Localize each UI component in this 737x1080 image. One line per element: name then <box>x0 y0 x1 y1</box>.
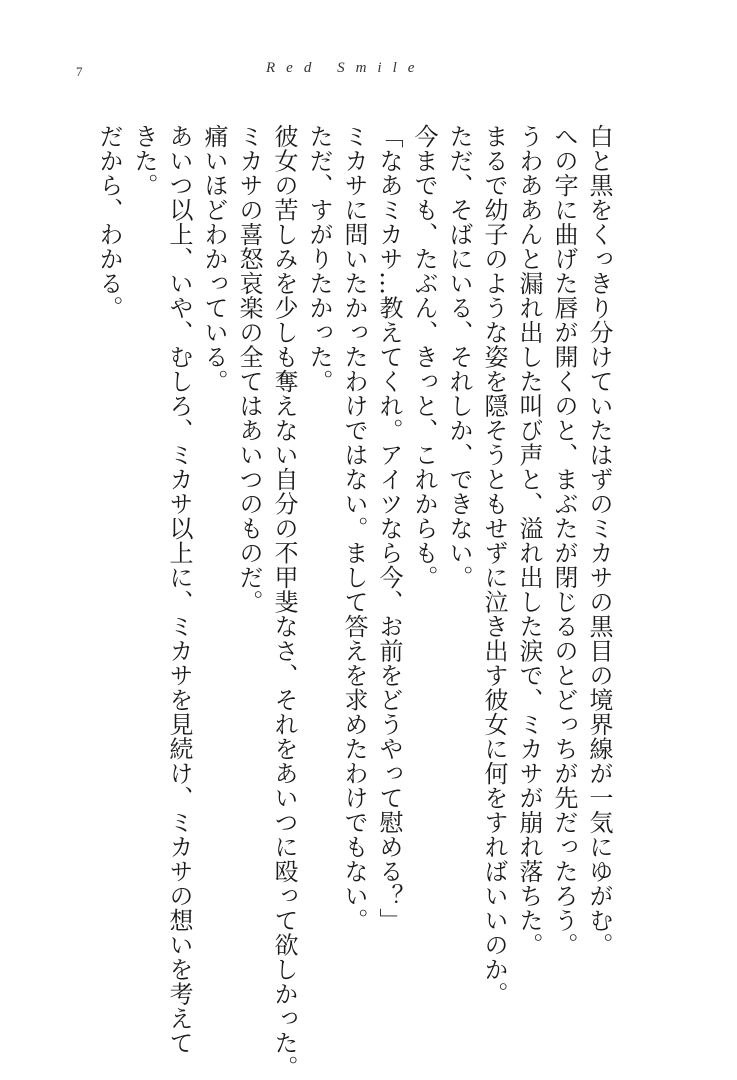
text-line: 痛いほどわかっている。 <box>200 124 228 394</box>
text-line: 今までも、たぶん、きっと、これからも。 <box>410 124 438 590</box>
text-line: 「なあミカサ…教えてくれ。アイツなら今、お前をどうやって慰める？」 <box>375 124 403 933</box>
text-line: への字に曲げた唇が開くのと、まぶたが閉じるのとどっちが先だったろう。 <box>550 124 578 957</box>
body-text <box>91 124 616 1080</box>
text-line: ただ、すがりたかった。 <box>305 124 333 394</box>
text-line: きた。 <box>130 124 158 198</box>
text-line: ミカサに問いたかったわけではない。まして答えを求めたわけでもない。 <box>340 124 368 933</box>
text-line: うわああんと漏れ出した叫び声と、溢れ出した涙で、ミカサが崩れ落ちた。 <box>515 124 543 957</box>
text-line: 彼女の苦しみを少しも奪えない自分の不甲斐なさ、それをあいつに殴って欲しかった。 <box>270 124 298 1080</box>
text-line: 白と黒をくっきり分けていたはずのミカサの黒目の境界線が一気にゆがむ。 <box>585 124 613 957</box>
text-line: だから、わかる。 <box>95 124 123 320</box>
text-line: あいつ以上、いや、むしろ、ミカサ以上に、ミカサを見続け、ミカサの想いを考えて <box>165 124 193 1055</box>
running-title: Red Smile <box>266 60 426 76</box>
page-number: 7 <box>76 64 83 79</box>
text-line: まるで幼子のような姿を隠そうともせずに泣き出す彼女に何をすればいいのか。 <box>480 124 508 1006</box>
text-line: ミカサの喜怒哀楽の全てはあいつのものだ。 <box>235 124 263 614</box>
text-line: ただ、そばにいる、それしか、できない。 <box>445 124 473 590</box>
